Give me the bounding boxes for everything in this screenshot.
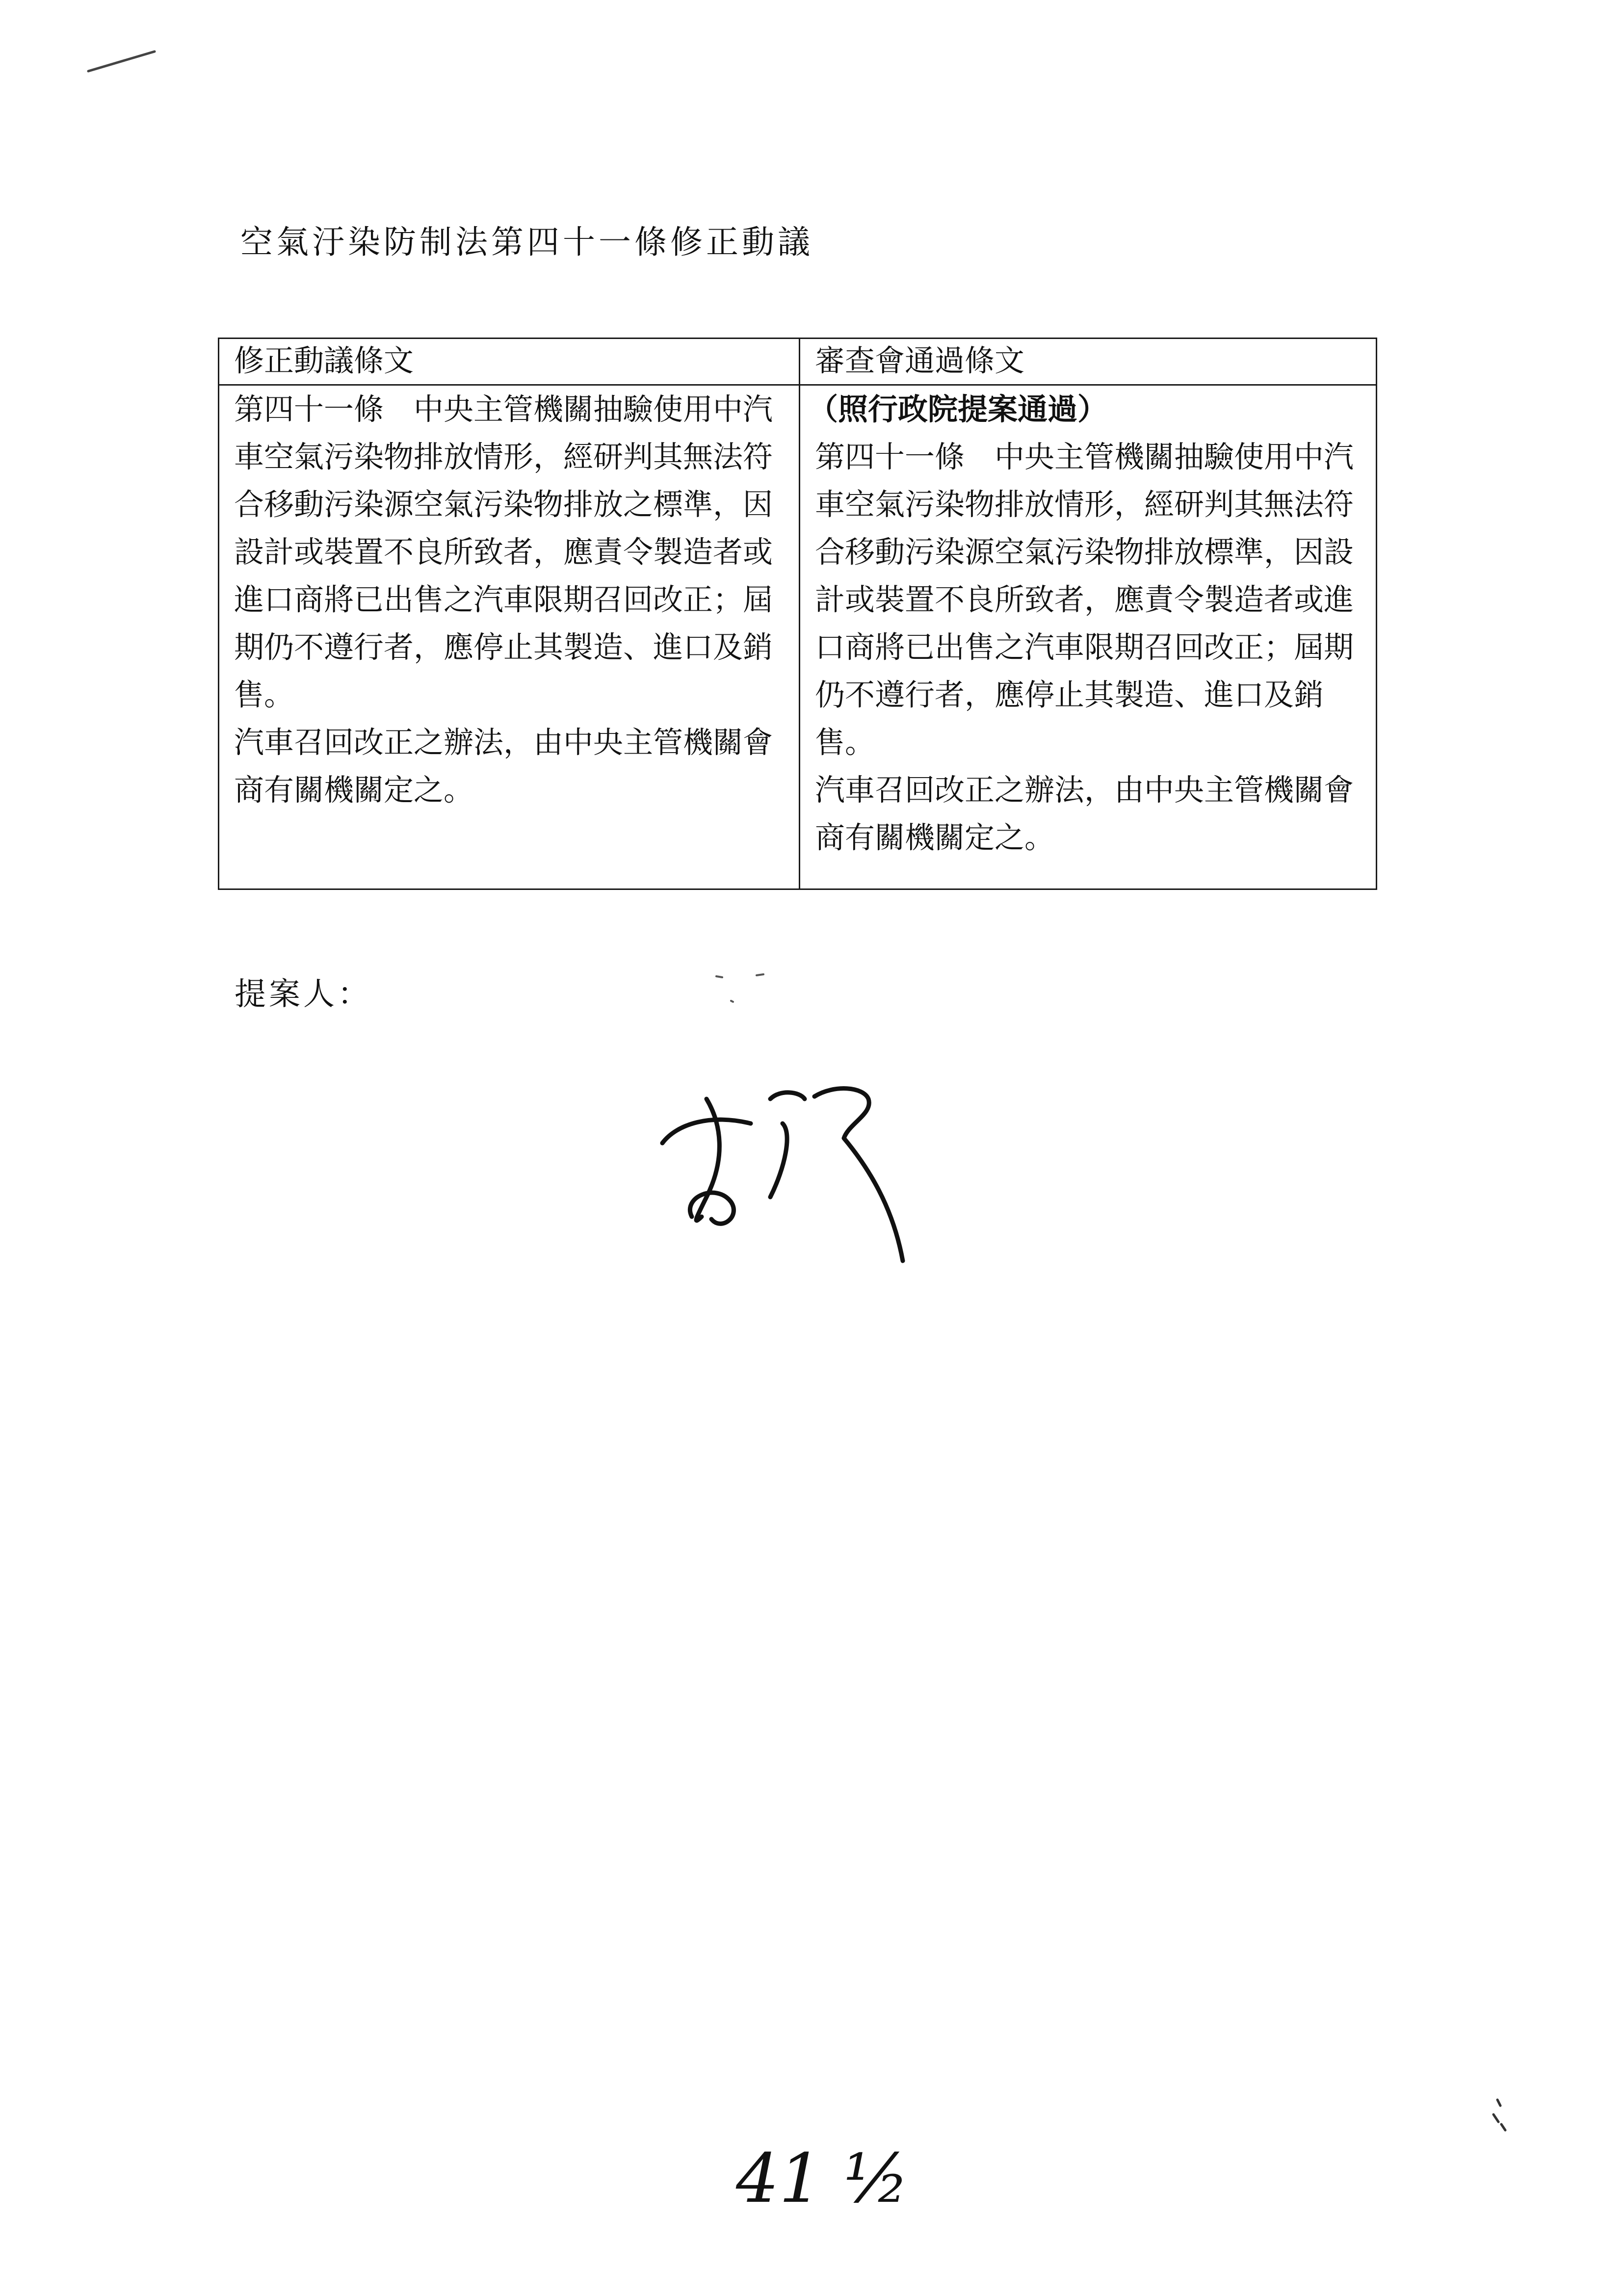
page-number: 41 ½ bbox=[736, 2139, 910, 2218]
comparison-table bbox=[218, 338, 1377, 890]
page-title: 空氣汙染防制法第四十一條修正動議 bbox=[240, 223, 813, 261]
table-header-row bbox=[219, 339, 1377, 385]
scan-mark bbox=[707, 971, 775, 1016]
approved-paragraph-2: 汽車召回改正之辦法，由中央主管機關會商有關機關定之。 bbox=[815, 773, 1354, 855]
table-row bbox=[219, 385, 1377, 889]
approved-note: （照行政院提案通過） bbox=[808, 392, 1108, 427]
header-approved-text: 審查會通過條文 bbox=[800, 339, 1377, 385]
proposed-paragraph-2: 汽車召回改正之辦法，由中央主管機關會商有關機關定之。 bbox=[234, 725, 773, 808]
scan-mark bbox=[83, 44, 162, 78]
header-proposed-text: 修正動議條文 bbox=[219, 339, 800, 385]
approved-paragraph-1: 第四十一條 中央主管機關抽驗使用中汽車空氣污染物排放情形，經研判其無法符合移動污染源空氣污染物排放標準，因設計或裝置不良所致者，應責令製造者或進口商將已出售之汽車限期召回改正；屆期仍不遵行者，應停止其製造、進口及銷售。 bbox=[815, 440, 1354, 760]
approved-article-cell bbox=[800, 385, 1377, 889]
proposed-article-cell bbox=[219, 385, 800, 889]
proposed-paragraph-1: 第四十一條 中央主管機關抽驗使用中汽車空氣污染物排放情形，經研判其無法符合移動污染源空氣污染物排放之標準，因設計或裝置不良所致者，應責令製造者或進口商將已出售之汽車限期召回改正；屆期仍不遵行者，應停止其製造、進口及銷售。 bbox=[234, 392, 773, 712]
signature-icon bbox=[638, 1070, 942, 1276]
proposer-label: 提案人： bbox=[235, 976, 372, 1013]
scan-mark bbox=[1487, 2095, 1511, 2134]
